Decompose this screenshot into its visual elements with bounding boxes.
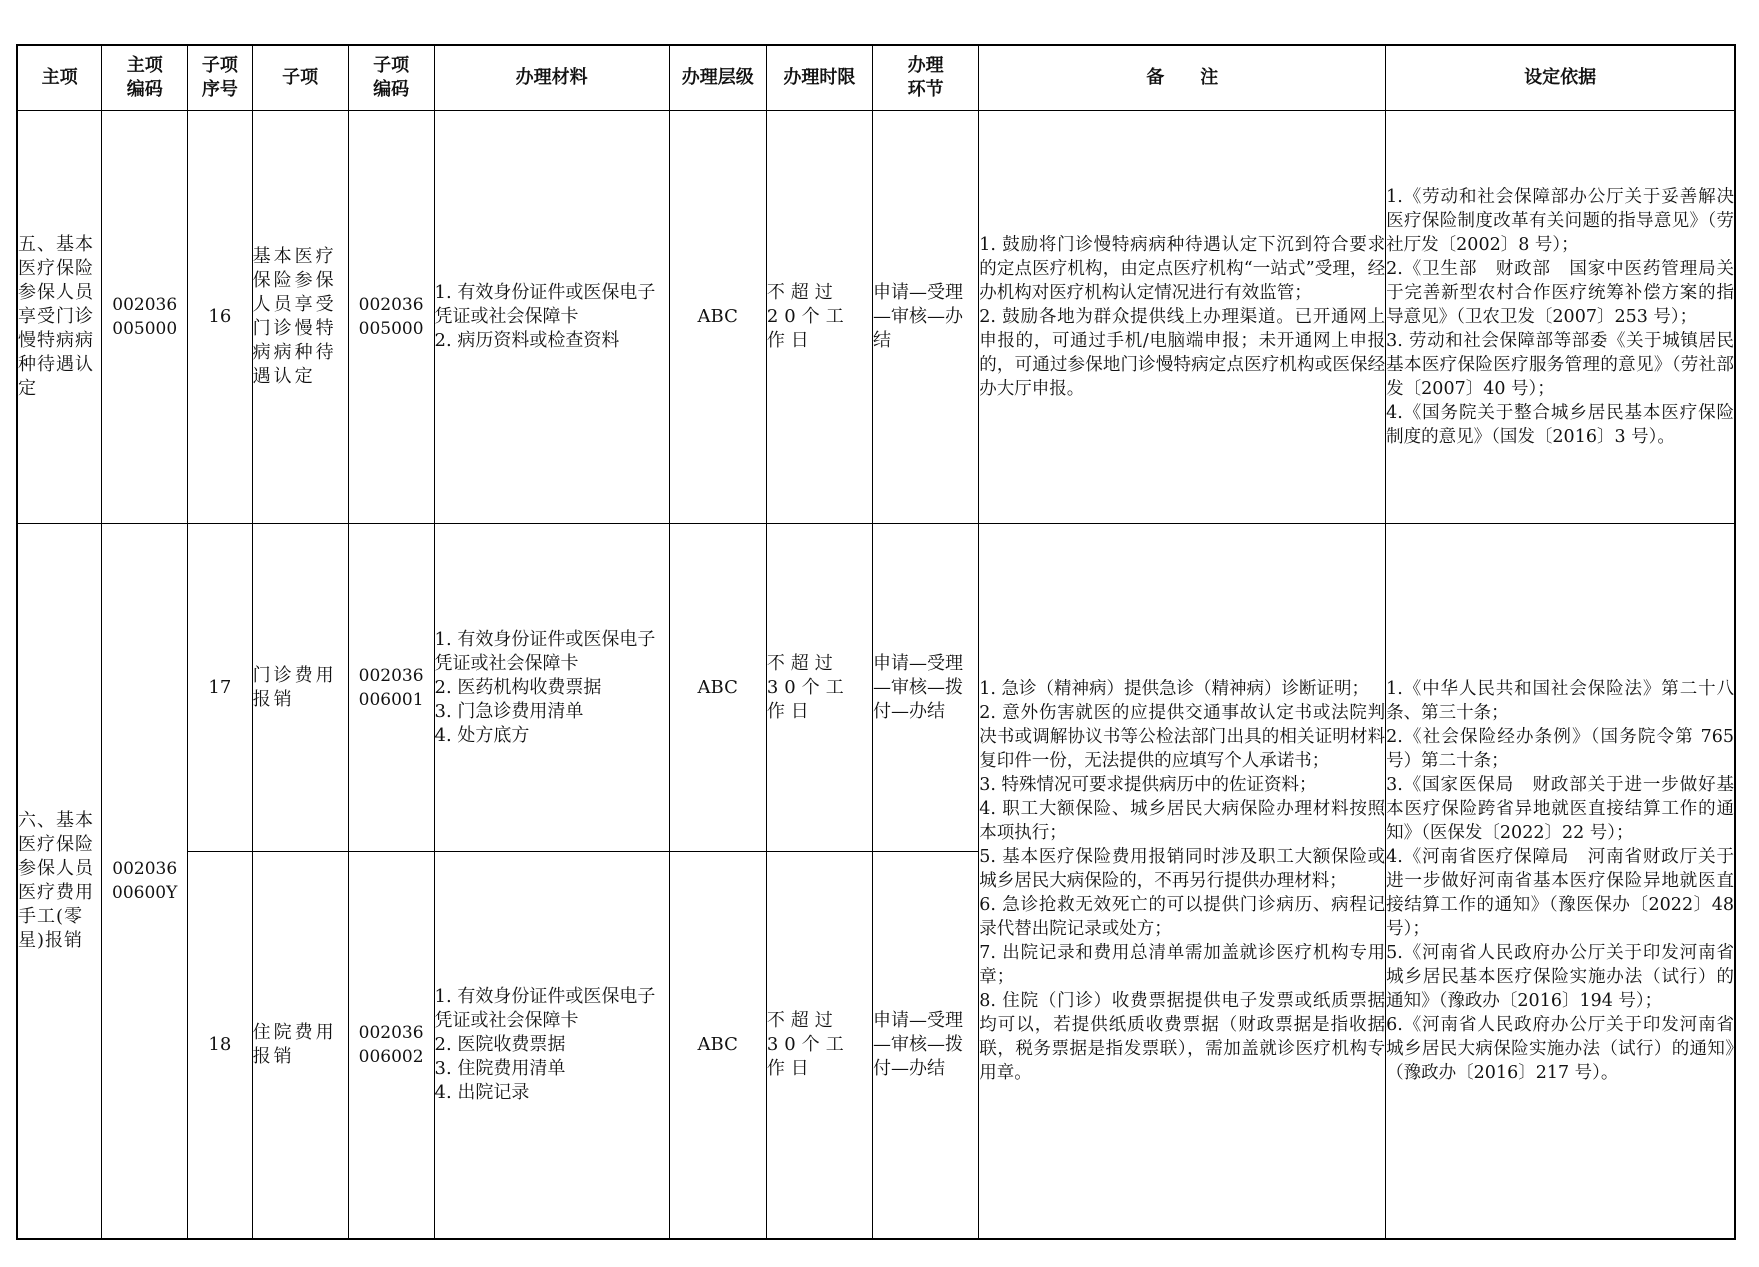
sub-seq-cell: 17 (188, 524, 252, 852)
time-limit-cell: 不超过20个工作日 (766, 111, 872, 524)
remark-item: 4. 职工大额保险、城乡居民大病保险办理材料按照本项执行； (979, 799, 1386, 844)
header-time-limit: 办理时限 (766, 45, 872, 111)
main-item-cell: 五、基本医疗保险参保人员享受门诊慢特病病种待遇认定 (17, 111, 102, 524)
remark-item: 2. 鼓励各地为群众提供线上办理渠道。已开通网上申报的，可通过手机/电脑端申报；未开通网上申报的，可通过参保地门诊慢特病定点医疗机构或医保经办大厅申报。 (979, 307, 1386, 400)
time-limit-cell: 不超过30个工作日 (766, 852, 872, 1239)
materials-cell (434, 524, 669, 852)
steps-cell: 申请—受理—审核—拨付—办结 (873, 852, 979, 1239)
material-item: 1. 有效身份证件或医保电子凭证或社会保障卡 (434, 628, 656, 674)
main-code-cell (102, 524, 188, 1239)
steps-cell: 申请—受理—审核—办结 (873, 111, 979, 524)
remark-item: 1. 鼓励将门诊慢特病病种待遇认定下沉到符合要求的定点医疗机构，由定点医疗机构“一站式”受理，经办机构对医疗机构认定情况进行有效监管； (979, 235, 1386, 304)
header-sub-code: 子项 编码 (348, 45, 434, 111)
level-cell: ABC (669, 852, 766, 1239)
level-cell: ABC (669, 111, 766, 524)
table-row (17, 524, 1735, 852)
main-code-cell (102, 111, 188, 524)
material-item: 3. 门急诊费用清单 (434, 700, 584, 722)
remark-item: 1. 急诊（精神病）提供急诊（精神病）诊断证明； (979, 679, 1370, 700)
sub-item-cell: 门诊费用报销 (252, 524, 348, 852)
header-main-item: 主项 (17, 45, 102, 111)
basis-item: 3.《国家医保局 财政部关于进一步做好基本医疗保险跨省异地就医直接结算工作的通知》（医保发〔2022〕22 号）； (1386, 775, 1734, 844)
basis-cell (1386, 524, 1735, 1239)
header-materials: 办理材料 (434, 45, 669, 111)
material-item: 3. 住院费用清单 (434, 1058, 566, 1080)
main-item-cell: 六、基本医疗保险参保人员医疗费用手工(零星)报销 (17, 524, 102, 1239)
remarks-cell (979, 524, 1386, 1239)
remark-item: 6. 急诊抢救无效死亡的可以提供门诊病历、病程记录代替出院记录或处方； (979, 895, 1386, 940)
material-item: 2. 医药机构收费票据 (434, 676, 602, 698)
header-remarks: 备 注 (979, 45, 1386, 111)
material-item: 1. 有效身份证件或医保电子凭证或社会保障卡 (434, 986, 656, 1032)
sub-seq-cell: 16 (188, 111, 252, 524)
sub-code-part: 006001 (358, 689, 424, 710)
sub-code-part: 005000 (358, 319, 424, 340)
basis-item: 2.《社会保险经办条例》（国务院令第 765 号）第二十条； (1386, 727, 1734, 772)
material-item: 2. 病历资料或检查资料 (434, 330, 620, 352)
sub-code-cell (348, 111, 434, 524)
header-level: 办理层级 (669, 45, 766, 111)
time-limit-cell: 不超过30个工作日 (766, 524, 872, 852)
sub-seq-cell: 18 (188, 852, 252, 1239)
header-basis: 设定依据 (1386, 45, 1735, 111)
main-code-part: 002036 (112, 859, 178, 880)
main-code-part: 005000 (112, 319, 178, 340)
basis-item: 4.《河南省医疗保障局 河南省财政厅关于进一步做好河南省基本医疗保险异地就医直接结算工作的通知》（豫医保办〔2022〕48 号）； (1386, 847, 1734, 940)
basis-item: 2.《卫生部 财政部 国家中医药管理局关于完善新型农村合作医疗统筹补偿方案的指导意见》（卫农卫发〔2007〕253 号）； (1386, 259, 1734, 328)
header-row (17, 45, 1735, 111)
steps-cell: 申请—受理—审核—拨付—办结 (873, 524, 979, 852)
main-code-part: 002036 (112, 295, 178, 316)
materials-cell (434, 852, 669, 1239)
basis-item: 3. 劳动和社会保障部等部委《关于城镇居民基本医疗保险医疗服务管理的意见》（劳社部发〔2007〕40 号）； (1386, 331, 1734, 400)
main-code-part: 00600Y (112, 883, 178, 904)
sub-item-cell: 住院费用报销 (252, 852, 348, 1239)
sub-item-cell: 基本医疗保险参保人员享受门诊慢特病病种待遇认定 (252, 111, 348, 524)
header-steps: 办理 环节 (873, 45, 979, 111)
material-item: 4. 处方底方 (434, 724, 530, 746)
basis-item: 6.《河南省人民政府办公厅关于印发河南省城乡居民大病保险实施办法（试行）的通知》（豫政办〔2016〕217 号）。 (1386, 1015, 1734, 1084)
service-items-table (16, 44, 1736, 1240)
material-item: 1. 有效身份证件或医保电子凭证或社会保障卡 (434, 282, 656, 328)
level-cell: ABC (669, 524, 766, 852)
basis-item: 4.《国务院关于整合城乡居民基本医疗保险制度的意见》（国发〔2016〕3 号）。 (1386, 403, 1734, 448)
sub-code-cell (348, 852, 434, 1239)
sub-code-part: 002036 (358, 295, 424, 316)
header-main-code: 主项 编码 (102, 45, 188, 111)
materials-cell (434, 111, 669, 524)
basis-cell (1386, 111, 1735, 524)
header-sub-seq: 子项 序号 (188, 45, 252, 111)
basis-item: 1.《劳动和社会保障部办公厅关于妥善解决医疗保险制度改革有关问题的指导意见》（劳社厅发〔2002〕8 号）； (1386, 187, 1734, 256)
sub-code-part: 006002 (358, 1047, 424, 1068)
sub-code-part: 002036 (358, 1023, 424, 1044)
basis-item: 1.《中华人民共和国社会保险法》第二十八条、第三十条； (1386, 679, 1734, 724)
remarks-cell (979, 111, 1386, 524)
remark-item: 7. 出院记录和费用总清单需加盖就诊医疗机构专用章； (979, 943, 1386, 988)
remark-item: 5. 基本医疗保险费用报销同时涉及职工大额保险或城乡居民大病保险的，不再另行提供办理材料； (979, 847, 1386, 892)
remark-item: 8. 住院（门诊）收费票据提供电子发票或纸质票据均可以，若提供纸质收费票据（财政票据是指收据联，税务票据是指发票联），需加盖就诊医疗机构专用章。 (979, 991, 1386, 1084)
table-row (17, 111, 1735, 524)
remark-item: 3. 特殊情况可要求提供病历中的佐证资料； (979, 775, 1317, 796)
sub-code-cell (348, 524, 434, 852)
material-item: 4. 出院记录 (434, 1082, 530, 1104)
material-item: 2. 医院收费票据 (434, 1034, 566, 1056)
remark-item: 2. 意外伤害就医的应提供交通事故认定书或法院判决书或调解协议书等公检法部门出具的相关证明材料复印件一份，无法提供的应填写个人承诺书； (979, 703, 1386, 772)
basis-item: 5.《河南省人民政府办公厅关于印发河南省城乡居民基本医疗保险实施办法（试行）的通知》（豫政办〔2016〕194 号）； (1386, 943, 1734, 1012)
header-sub-item: 子项 (252, 45, 348, 111)
sub-code-part: 002036 (358, 665, 424, 686)
